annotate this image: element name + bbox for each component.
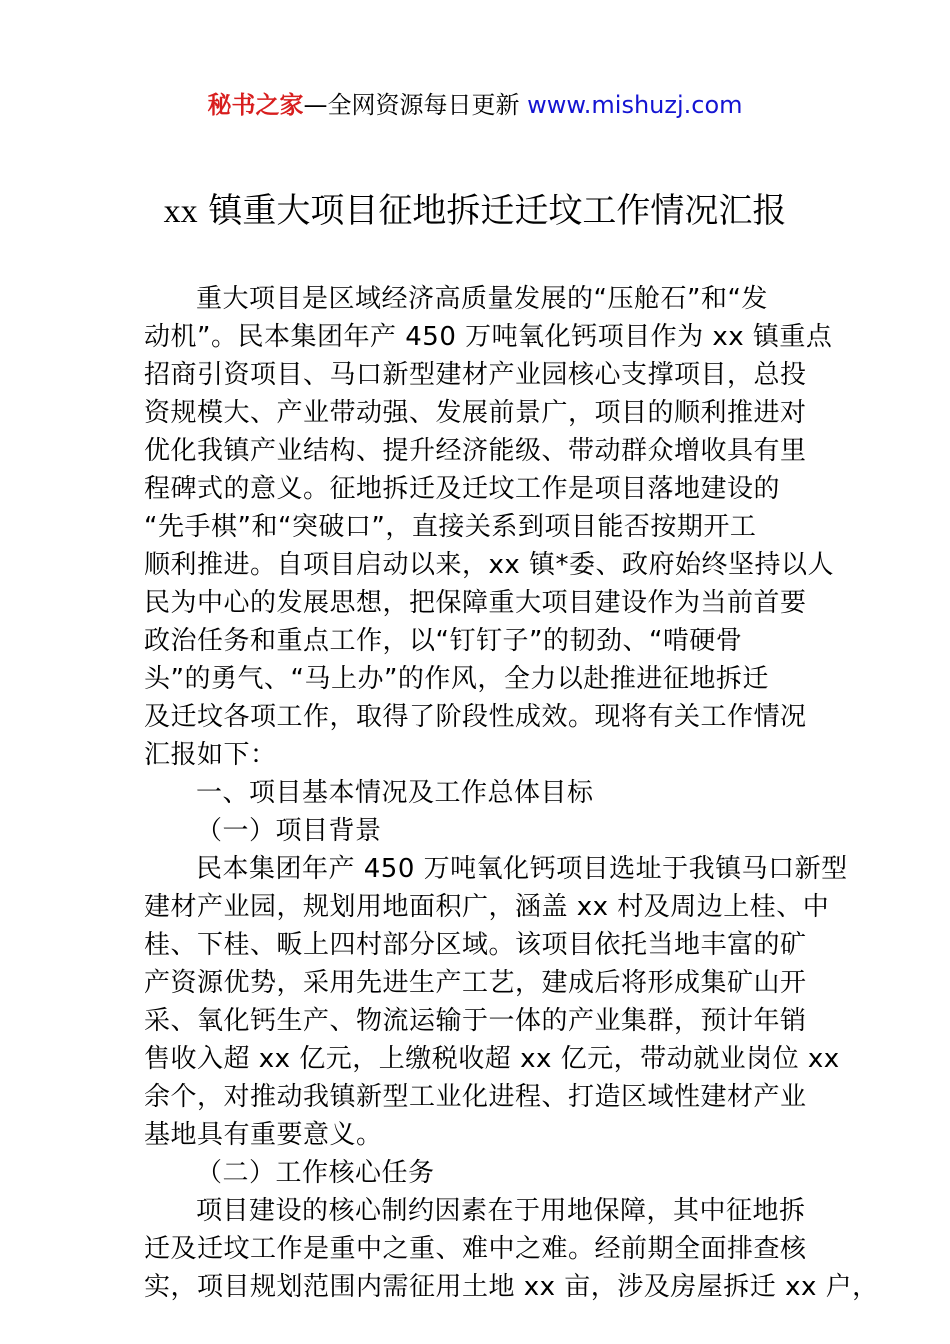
body-line: 程碑式的意义。征地拆迁及迁坟工作是项目落地建设的: [144, 474, 781, 504]
body-line: 顺利推进。自项目启动以来，xx 镇*委、政府始终坚持以人: [144, 550, 835, 580]
section-heading: 一、项目基本情况及工作总体目标: [196, 778, 594, 808]
body-line: 优化我镇产业结构、提升经济能级、带动群众增收具有里: [144, 436, 807, 466]
body-line: 及迁坟各项工作，取得了阶段性成效。现将有关工作情况: [144, 702, 807, 732]
body-line: 资规模大、产业带动强、发展前景广，项目的顺利推进对: [144, 398, 807, 428]
body-line: 桂、下桂、畈上四村部分区域。该项目依托当地丰富的矿: [144, 930, 807, 960]
site-brand: 秘书之家: [207, 91, 304, 119]
body-line: 头”的勇气、“马上办”的作风，全力以赴推进征地拆迁: [144, 664, 769, 694]
body-line: 实，项目规划范围内需征用土地 xx 亩，涉及房屋拆迁 xx 户，: [144, 1272, 879, 1302]
body-line: 迁及迁坟工作是重中之重、难中之难。经前期全面排查核: [144, 1234, 807, 1264]
body-line: 产资源优势，采用先进生产工艺，建成后将形成集矿山开: [144, 968, 807, 998]
body-line: 售收入超 xx 亿元，上缴税收超 xx 亿元，带动就业岗位 xx: [144, 1044, 840, 1074]
body-line: 政治任务和重点工作，以“钉钉子”的韧劲、“啃硬骨: [144, 626, 743, 656]
body-line: 动机”。民本集团年产 450 万吨氧化钙项目作为 xx 镇重点: [144, 322, 833, 352]
body-line: 汇报如下：: [144, 740, 277, 770]
document-body: [144, 280, 879, 1306]
body-line: 民本集团年产 450 万吨氧化钙项目选址于我镇马口新型: [196, 854, 848, 884]
body-line: 基地具有重要意义。: [144, 1120, 383, 1150]
title-text: 镇重大项目征地拆迁迁坟工作情况汇报: [197, 191, 787, 231]
body-line: 项目建设的核心制约因素在于用地保障，其中征地拆: [196, 1196, 806, 1226]
body-line: 招商引资项目、马口新型建材产业园核心支撑项目，总投: [144, 360, 807, 390]
body-line: 余个，对推动我镇新型工业化进程、打造区域性建材产业: [144, 1082, 807, 1112]
site-header: [0, 88, 950, 122]
subsection-heading: （一）项目背景: [196, 816, 382, 846]
document-title: [0, 188, 950, 235]
body-line: 民为中心的发展思想，把保障重大项目建设作为当前首要: [144, 588, 807, 618]
body-line: “先手棋”和“突破口”，直接关系到项目能否按期开工: [144, 512, 757, 542]
body-line: 建材产业园，规划用地面积广，涵盖 xx 村及周边上桂、中: [144, 892, 830, 922]
title-prefix: xx: [163, 193, 198, 230]
site-tagline: —全网资源每日更新: [303, 91, 528, 119]
body-line: 重大项目是区域经济高质量发展的“压舱石”和“发: [196, 284, 768, 314]
site-url-link[interactable]: www.mishuzj.com: [527, 91, 743, 119]
subsection-heading: （二）工作核心任务: [196, 1158, 435, 1188]
body-line: 采、氧化钙生产、物流运输于一体的产业集群，预计年销: [144, 1006, 807, 1036]
